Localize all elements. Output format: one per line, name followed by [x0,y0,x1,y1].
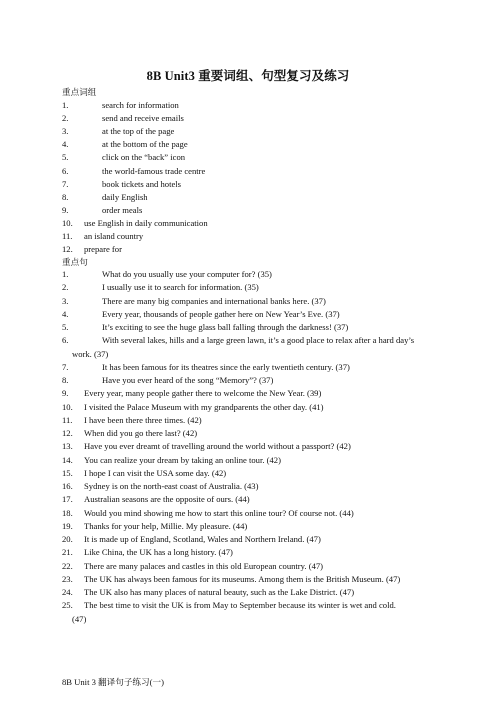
phrases-text: prepare for [84,244,122,255]
sentences-text: It is made up of England, Scotland, Wales and Northern Ireland. (47) [84,534,321,544]
phrases-text: daily English [102,191,148,202]
sentences-number: 19. [62,520,73,531]
sentences-text: You can realize your dream by taking an online tour. (42) [84,454,281,465]
sentences-number: 12. [62,428,73,438]
sentences-text: Have you ever heard of the song “Memory”? (37) [102,375,274,385]
phrases-number: 10. [62,217,73,228]
sentences-number: 2. [62,282,69,293]
sentences-number: 20. [62,534,73,544]
sentences-text: Like China, the UK has a long history. (47) [84,547,233,558]
sentences-number: 25. [62,600,73,611]
sentences-text: Would you mind showing me how to start this online tour? Of course not. (44) [84,507,354,518]
phrases-text: at the bottom of the page [102,139,188,150]
phrases-number: 6. [62,165,69,176]
phrases-text: order meals [102,204,143,215]
sentences-number: 18. [62,507,73,518]
phrases-text: click on the “back” icon [102,152,186,163]
sentences-number: 22. [62,560,73,571]
sentences-text: Thanks for your help, Millie. My pleasure. (44) [84,520,248,531]
sentences-number: 24. [62,587,73,597]
sentences-number: 7. [62,361,69,372]
phrases-text: book tickets and hotels [102,178,182,189]
sentences-text: (47) [72,613,87,624]
sentences-number: 4. [62,308,69,319]
sentences-text: The UK also has many places of natural beauty, such as the Lake District. (47) [84,587,355,597]
sentences-text: I visited the Palace Museum with my grandparents the other day. (41) [84,401,324,412]
sentences-text: There are many big companies and international banks here. (37) [102,295,326,306]
sentences-text: Sydney is on the north-east coast of Australia. (43) [84,481,259,491]
sentences-number: 10. [62,401,73,412]
phrases-number: 7. [62,178,69,189]
phrases-text: send and receive emails [102,113,184,124]
sentences-number: 8. [62,375,69,385]
sentences-text: I usually use it to search for information. (35) [102,282,259,293]
sentences-number: 14. [62,454,73,465]
sentences-text: What do you usually use your computer for? (35) [102,269,272,279]
phrases-number: 1. [62,100,69,110]
sentences-text: It’s exciting to see the huge glass ball falling through the darkness! (37) [102,322,349,332]
phrases-number: 11. [62,231,73,241]
sentences-text: I hope I can visit the USA some day. (42) [84,467,227,478]
sentences-header: 重点句 [62,257,88,267]
sentences-number: 15. [62,467,73,478]
sentences-text: The best time to visit the UK is from May to September because its winter is wet and cold. [84,600,396,611]
sentences-number: 23. [62,573,73,584]
sentences-number: 21. [62,547,73,558]
sentences-number: 3. [62,295,69,306]
phrases-text: at the top of the page [102,126,175,137]
sentences-number: 5. [62,322,69,332]
sentences-number: 9. [62,388,69,399]
sentences-number: 1. [62,269,69,279]
phrases-text: the world-famous trade centre [102,165,206,176]
phrases-number: 3. [62,126,69,137]
phrases-text: use English in daily communication [84,217,208,228]
sentences-number: 6. [62,335,69,346]
sentences-text: The UK has always been famous for its museums. Among them is the British Museum. (47) [84,573,401,584]
sentences-number: 11. [62,414,73,425]
phrases-number: 4. [62,139,69,150]
sentences-text: Have you ever dreamt of travelling around the world without a passport? (42) [84,441,351,452]
phrases-number: 12. [62,244,73,255]
sentences-text: I have been there three times. (42) [84,414,202,425]
phrases-number: 2. [62,113,69,124]
sentences-text: With several lakes, hills and a large green lawn, it’s a good place to relax after a hard day’s [102,335,415,346]
sentences-text: There are many palaces and castles in this old European country. (47) [84,560,324,571]
sentences-text: It has been famous for its theatres since the early twentieth century. (37) [102,361,350,372]
phrases-number: 5. [62,152,69,163]
sentences-text: Australian seasons are the opposite of ours. (44) [84,494,250,505]
sentences-text: work. (37) [72,348,109,359]
phrases-number: 9. [62,204,69,215]
sentences-text: Every year, thousands of people gather here on New Year’s Eve. (37) [102,308,340,319]
page-title: 8B Unit3 重要词组、句型复习及练习 [146,69,350,83]
phrases-text: search for information [102,100,179,110]
sentences-number: 13. [62,441,73,452]
phrases-number: 8. [62,191,69,202]
footer-heading: 8B Unit 3 翻译句子练习(一) [62,677,164,687]
sentences-number: 16. [62,481,73,491]
sentences-text: When did you go there last? (42) [84,428,198,438]
sentences-number: 17. [62,494,73,505]
sentences-text: Every year, many people gather there to welcome the New Year. (39) [84,388,322,399]
phrases-header: 重点词组 [62,87,97,97]
phrases-text: an island country [84,231,144,241]
